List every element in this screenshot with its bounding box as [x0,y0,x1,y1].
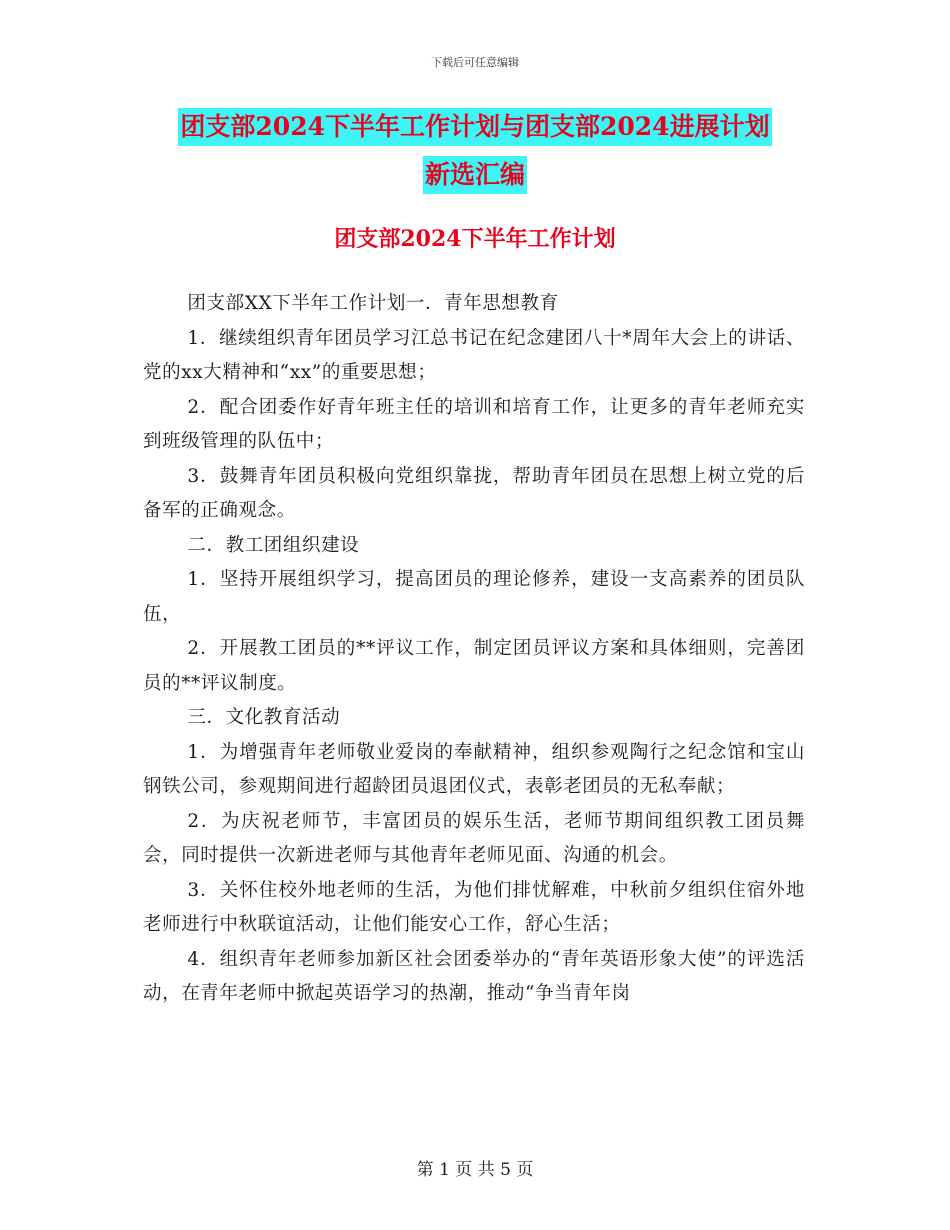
paragraph: 三．文化教育活动 [187,707,341,728]
paragraph: 1．继续组织青年团员学习江总书记在纪念建团八十*周年大会上的讲话、党的xx大精神和“xx”的重要思想； [143,327,805,383]
document-title [140,108,810,194]
body-text [143,287,805,1012]
title-line-2: 新选汇编 [423,156,527,194]
paragraph: 1．坚持开展组织学习，提高团员的理论修养，建设一支高素养的团员队伍， [143,569,805,625]
paragraph: 2．配合团委作好青年班主任的培训和培育工作，让更多的青年老师充实到班级管理的队伍中； [143,396,805,452]
paragraph: 2．为庆祝老师节，丰富团员的娱乐生活，老师节期间组织教工团员舞会，同时提供一次新进老师与其他青年老师见面、沟通的机会。 [143,810,805,866]
header-note: 下载后可任意编辑 [431,56,519,69]
paragraph: 2．开展教工团员的**评议工作，制定团员评议方案和具体细则，完善团员的**评议制度。 [143,638,805,694]
paragraph: 3．鼓舞青年团员积极向党组织靠拢，帮助青年团员在思想上树立党的后备军的正确观念。 [143,465,805,521]
page-number: 第 1 页 共 5 页 [416,1160,534,1180]
paragraph: 3．关怀住校外地老师的生活，为他们排忧解难，中秋前夕组织住宿外地老师进行中秋联谊活动，让他们能安心工作，舒心生活； [143,879,805,935]
paragraph: 1．为增强青年老师敬业爱岗的奉献精神，组织参观陶行之纪念馆和宝山钢铁公司，参观期间进行超龄团员退团仪式，表彰老团员的无私奉献； [143,741,805,797]
title-line-1: 团支部2024下半年工作计划与团支部2024进展计划 [178,108,771,146]
paragraph: 二．教工团组织建设 [187,534,360,556]
section-title: 团支部2024下半年工作计划 [334,226,616,252]
paragraph: 4．组织青年老师参加新区社会团委举办的“青年英语形象大使”的评选活动，在青年老师中掀起英语学习的热潮，推动“争当青年岗 [143,948,805,1004]
paragraph: 团支部XX下半年工作计划一．青年思想教育 [187,293,559,314]
